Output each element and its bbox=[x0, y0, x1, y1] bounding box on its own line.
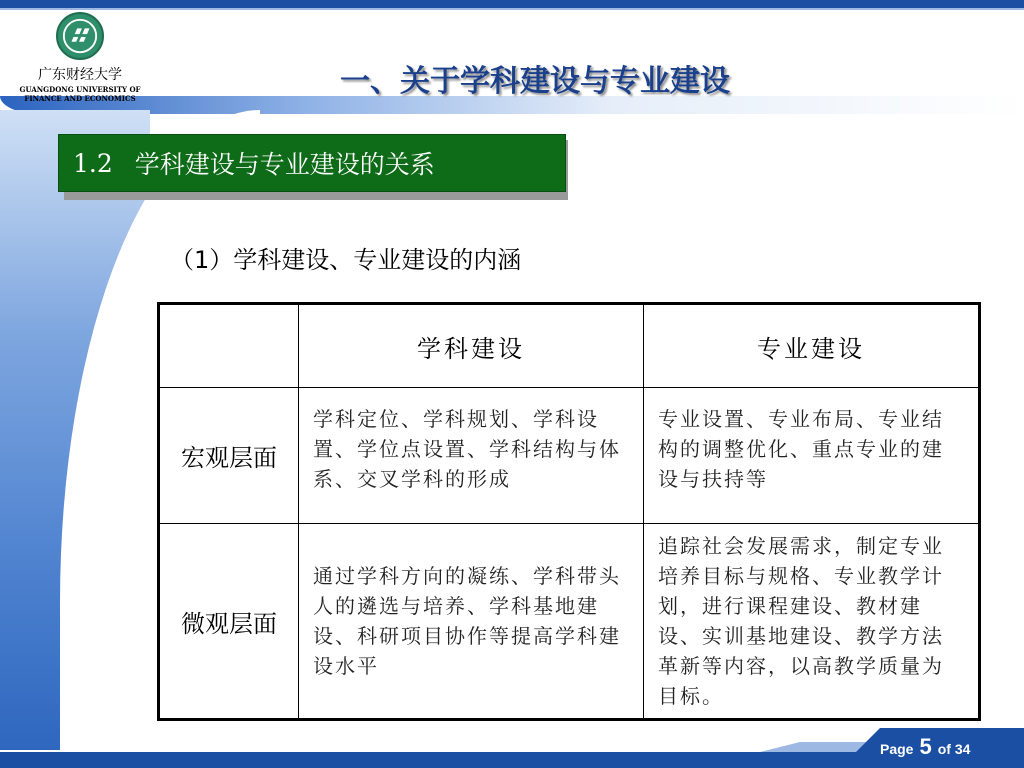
cell-macro-discipline: 学科定位、学科规划、学科设置、学位点设置、学科结构与体系、交叉学科的形成 bbox=[299, 388, 644, 524]
top-border-accent bbox=[0, 8, 1024, 10]
slide-title: 一、关于学科建设与专业建设 bbox=[340, 64, 730, 99]
university-logo-icon bbox=[56, 12, 104, 60]
cell-macro-specialty: 专业设置、专业布局、专业结构的调整优化、重点专业的建设与扶持等 bbox=[644, 388, 980, 524]
top-border-bar bbox=[0, 0, 1024, 8]
row-label-macro: 宏观层面 bbox=[159, 388, 299, 524]
university-name-en-line2: FINANCE AND ECONOMICS bbox=[24, 94, 136, 103]
comparison-table bbox=[157, 302, 981, 721]
subheading: （1）学科建设、专业建设的内涵 bbox=[170, 246, 522, 274]
row-label-micro: 微观层面 bbox=[159, 524, 299, 720]
page-of-label: of bbox=[937, 741, 951, 757]
page-indicator bbox=[880, 734, 970, 760]
page-prefix: Page bbox=[880, 741, 914, 757]
section-number: 1.2 bbox=[73, 148, 113, 178]
table-corner-cell bbox=[159, 304, 299, 388]
table-row bbox=[159, 524, 980, 720]
university-name-en-line1: GUANGDONG UNIVERSITY OF bbox=[19, 85, 141, 94]
total-pages: 34 bbox=[954, 741, 971, 757]
cell-micro-discipline: 通过学科方向的凝练、学科带头人的遴选与培养、学科基地建设、科研项目协作等提高学科建设水平 bbox=[299, 524, 644, 720]
table-row bbox=[159, 388, 980, 524]
cell-micro-specialty: 追踪社会发展需求，制定专业培养目标与规格、专业教学计划，进行课程建设、教材建设、实训基地建设、教学方法革新等内容，以高教学质量为目标。 bbox=[644, 524, 980, 720]
column-header-specialty: 专业建设 bbox=[644, 304, 980, 388]
section-label: 学科建设与专业建设的关系 bbox=[134, 150, 435, 179]
university-name-en bbox=[0, 85, 160, 103]
university-name-cn: 广东财经大学 bbox=[38, 67, 122, 83]
current-page-number: 5 bbox=[919, 734, 932, 759]
logo-emblem-icon bbox=[61, 17, 99, 55]
table-header-row bbox=[159, 304, 980, 388]
section-banner bbox=[58, 134, 566, 192]
column-header-discipline: 学科建设 bbox=[299, 304, 644, 388]
